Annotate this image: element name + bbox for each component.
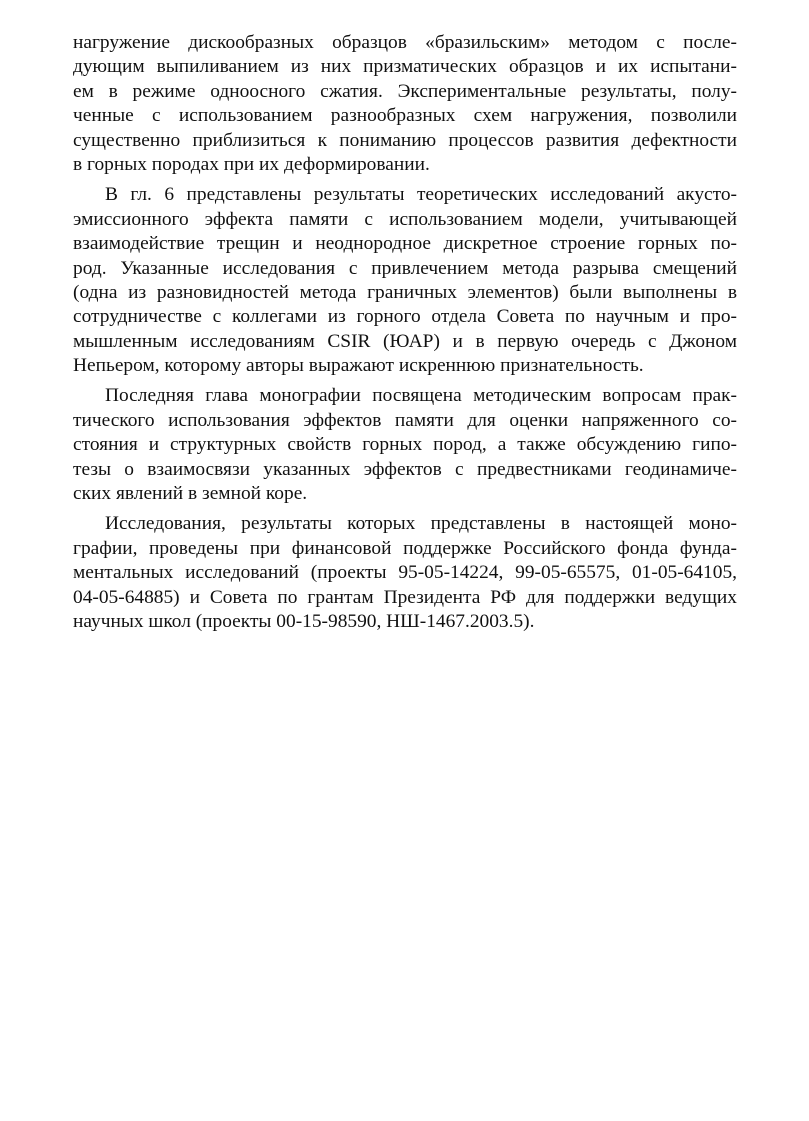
text-line: Последняя глава монографии посвящена методическим вопросам прак- xyxy=(105,385,737,407)
text-line: Непьером, которому авторы выражают искреннюю признательность. xyxy=(73,355,644,377)
text-line: научных школ (проекты 00-15-98590, НШ-1467.2003.5). xyxy=(73,610,535,632)
text-line: стояния и структурных свойств горных пород, а также обсуждению гипо- xyxy=(73,434,737,456)
paragraph-3 xyxy=(73,384,737,506)
paragraph-2 xyxy=(73,183,737,378)
paragraph-1 xyxy=(73,31,737,177)
text-line: В гл. 6 представлены результаты теоретических исследований акусто- xyxy=(105,184,737,206)
text-line: нагружение дискообразных образцов «бразильским» методом с после- xyxy=(73,32,737,53)
text-line: существенно приблизиться к пониманию процессов развития дефектности xyxy=(73,129,737,151)
text-line: ментальных исследований (проекты 95-05-14224, 99-05-65575, 01-05-64105, xyxy=(73,562,737,584)
text-line: дующим выпиливанием из них призматических образцов и их испытани- xyxy=(73,56,737,78)
paragraph-4 xyxy=(73,512,737,634)
text-line: тического использования эффектов памяти для оценки напряженного со- xyxy=(73,409,737,431)
text-line: ченные с использованием разнообразных схем нагружения, позволили xyxy=(73,105,737,127)
text-line: ем в режиме одноосного сжатия. Экспериментальные результаты, полу- xyxy=(73,80,737,102)
text-line: мышленным исследованиям CSIR (ЮАР) и в первую очередь с Джоном xyxy=(73,330,737,352)
text-line: ских явлений в земной коре. xyxy=(73,483,308,505)
text-line: род. Указанные исследования с привлечением метода разрыва смещений xyxy=(73,257,737,279)
text-line: взаимодействие трещин и неоднородное дискретное строение горных по- xyxy=(73,233,737,255)
text-line: графии, проведены при финансовой поддержке Российского фонда фунда- xyxy=(73,537,737,559)
text-line: эмиссионного эффекта памяти с использованием модели, учитывающей xyxy=(73,208,737,230)
text-line: 04-05-64885) и Совета по грантам Президента РФ для поддержки ведущих xyxy=(73,586,737,608)
text-line: тезы о взаимосвязи указанных эффектов с предвестниками геодинамиче- xyxy=(73,458,737,480)
text-line: в горных породах при их деформировании. xyxy=(73,153,430,175)
text-line: сотрудничестве с коллегами из горного отдела Совета по научным и про- xyxy=(73,306,737,328)
document-page xyxy=(73,31,737,634)
text-line: Исследования, результаты которых представлены в настоящей моно- xyxy=(105,513,737,535)
text-line: (одна из разновидностей метода граничных элементов) были выполнены в xyxy=(73,281,737,303)
